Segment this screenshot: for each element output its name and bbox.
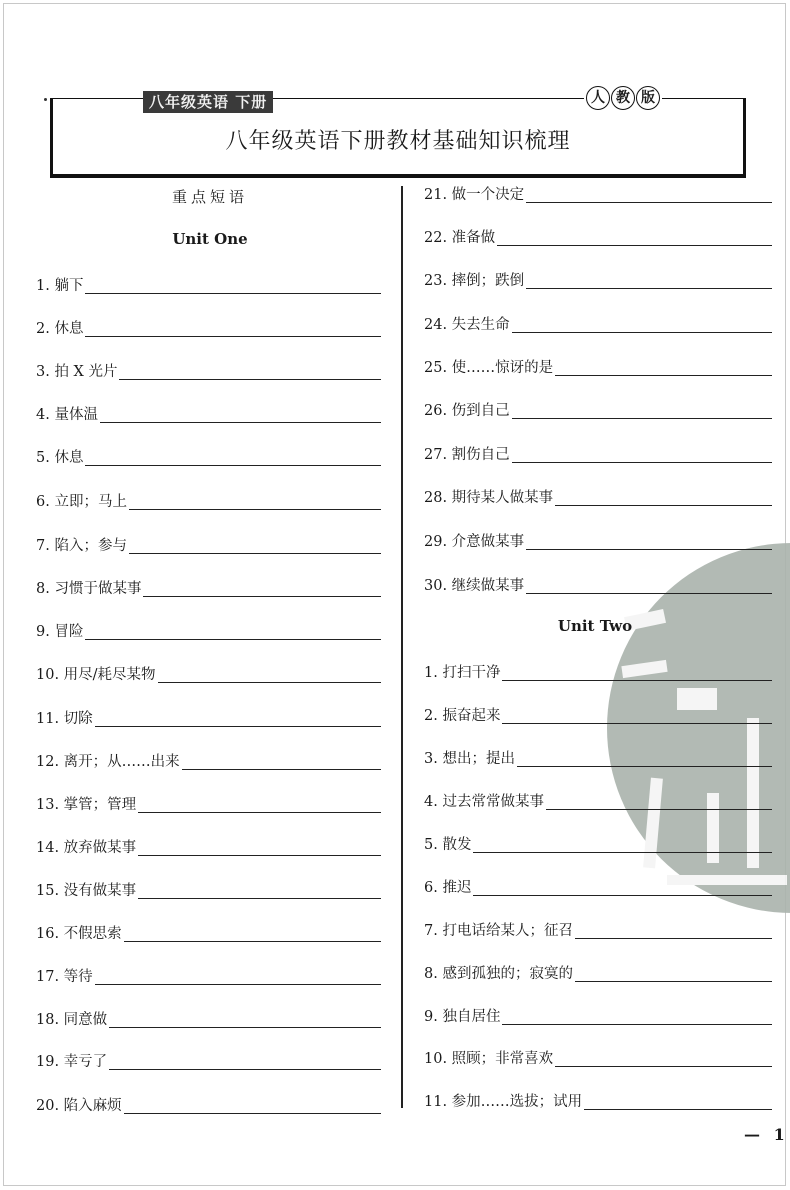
answer-line[interactable] [138, 855, 381, 856]
phrase-label: 16. 不假思索 [36, 926, 122, 942]
phrase-label: 3. 想出；提出 [424, 751, 515, 767]
phrase-label: 10. 用尽/耗尽某物 [36, 667, 156, 683]
answer-line[interactable] [129, 553, 381, 554]
answer-line[interactable] [502, 680, 772, 681]
phrase-entry [36, 1006, 381, 1030]
phrase-entry [424, 1088, 772, 1112]
section-title: 重点短语 [171, 188, 248, 206]
phrase-entry [36, 661, 381, 685]
answer-line[interactable] [119, 379, 381, 380]
answer-line[interactable] [473, 895, 772, 896]
answer-line[interactable] [143, 596, 381, 597]
phrase-entry [424, 528, 772, 552]
phrase-label: 3. 拍 X 光片 [36, 364, 118, 380]
phrase-entry [36, 791, 381, 815]
phrase-label: 9. 独自居住 [424, 1009, 501, 1025]
phrase-entry [424, 572, 772, 596]
phrase-entry [424, 181, 772, 205]
phrase-label: 26. 伤到自己 [424, 403, 510, 419]
answer-line[interactable] [158, 682, 381, 683]
phrase-entry [424, 788, 772, 812]
answer-line[interactable] [517, 766, 772, 767]
phrase-entry [424, 831, 772, 855]
phrase-label: 13. 掌管；管理 [36, 797, 137, 813]
unit-one-title: Unit One [172, 230, 248, 248]
phrase-label: 2. 休息 [36, 321, 84, 337]
phrase-entry [36, 532, 381, 556]
phrase-entry [424, 1045, 772, 1069]
phrase-entry [424, 659, 772, 683]
phrase-label: 29. 介意做某事 [424, 534, 525, 550]
phrase-entry [36, 444, 381, 468]
phrase-entry [36, 1048, 381, 1072]
phrase-entry [424, 874, 772, 898]
answer-line[interactable] [555, 1066, 772, 1067]
phrase-label: 12. 离开；从……出来 [36, 754, 180, 770]
phrase-label: 8. 习惯于做某事 [36, 581, 142, 597]
answer-line[interactable] [95, 984, 381, 985]
phrase-entry [36, 920, 381, 944]
answer-line[interactable] [512, 332, 772, 333]
answer-line[interactable] [138, 898, 381, 899]
phrase-entry [36, 488, 381, 512]
phrase-label: 22. 准备做 [424, 230, 496, 246]
phrase-label: 5. 散发 [424, 837, 472, 853]
answer-line[interactable] [502, 1024, 772, 1025]
answer-line[interactable] [555, 375, 772, 376]
phrase-entry [424, 917, 772, 941]
answer-line[interactable] [512, 462, 772, 463]
phrase-entry [424, 311, 772, 335]
phrase-entry [424, 745, 772, 769]
answer-line[interactable] [124, 1113, 381, 1114]
phrase-label: 7. 打电话给某人；征召 [424, 923, 573, 939]
phrase-entry [424, 960, 772, 984]
answer-line[interactable] [575, 981, 772, 982]
phrase-label: 21. 做一个决定 [424, 187, 525, 203]
answer-line[interactable] [85, 293, 381, 294]
answer-line[interactable] [138, 812, 381, 813]
phrase-entry [36, 358, 381, 382]
answer-line[interactable] [526, 288, 772, 289]
phrase-entry [36, 272, 381, 296]
phrase-entry [424, 702, 772, 726]
answer-line[interactable] [124, 941, 381, 942]
phrase-entry [36, 877, 381, 901]
answer-line[interactable] [526, 549, 772, 550]
phrase-entry [36, 834, 381, 858]
phrase-label: 9. 冒险 [36, 624, 84, 640]
phrase-label: 15. 没有做某事 [36, 883, 137, 899]
answer-line[interactable] [555, 505, 772, 506]
phrase-label: 8. 感到孤独的；寂寞的 [424, 966, 573, 982]
phrase-entry [36, 748, 381, 772]
edition-char: 版 [636, 86, 660, 110]
phrase-label: 1. 打扫干净 [424, 665, 501, 681]
phrase-label: 2. 振奋起来 [424, 708, 501, 724]
phrase-entry [36, 618, 381, 642]
phrase-label: 27. 割伤自己 [424, 447, 510, 463]
unit-two-title: Unit Two [557, 617, 633, 635]
phrase-entry [424, 354, 772, 378]
answer-line[interactable] [584, 1109, 772, 1110]
answer-line[interactable] [502, 723, 772, 724]
phrase-label: 1. 躺下 [36, 278, 84, 294]
phrase-label: 4. 过去常常做某事 [424, 794, 544, 810]
phrase-label: 17. 等待 [36, 969, 93, 985]
answer-line[interactable] [109, 1069, 381, 1070]
phrase-label: 18. 同意做 [36, 1012, 108, 1028]
answer-line[interactable] [85, 336, 381, 337]
answer-line[interactable] [182, 769, 381, 770]
phrase-label: 6. 推迟 [424, 880, 472, 896]
phrase-entry [424, 267, 772, 291]
phrase-entry [36, 1092, 381, 1116]
phrase-label: 14. 放弃做某事 [36, 840, 137, 856]
answer-line[interactable] [497, 245, 772, 246]
phrase-entry [36, 315, 381, 339]
answer-line[interactable] [473, 852, 772, 853]
phrase-entry [424, 441, 772, 465]
phrase-entry [36, 575, 381, 599]
phrase-entry [36, 401, 381, 425]
phrase-entry [424, 484, 772, 508]
phrase-entry [424, 1003, 772, 1027]
edition-char: 人 [586, 86, 610, 110]
answer-line[interactable] [526, 202, 772, 203]
phrase-label: 11. 切除 [36, 711, 93, 727]
phrase-label: 20. 陷入麻烦 [36, 1098, 122, 1114]
phrase-label: 11. 参加……选拔；试用 [424, 1094, 583, 1110]
answer-line[interactable] [512, 418, 772, 419]
answer-line[interactable] [85, 639, 381, 640]
answer-line[interactable] [575, 938, 772, 939]
phrase-entry [36, 963, 381, 987]
phrase-label: 23. 摔倒；跌倒 [424, 273, 525, 289]
header-edition-badge [584, 86, 662, 112]
page-title: 八年级英语下册教材基础知识梳理 [225, 129, 571, 154]
answer-line[interactable] [109, 1027, 381, 1028]
answer-line[interactable] [129, 509, 381, 510]
edition-char: 教 [611, 86, 635, 110]
phrase-label: 4. 量体温 [36, 407, 98, 423]
header-dot [44, 98, 47, 101]
answer-line[interactable] [85, 465, 381, 466]
column-divider [401, 186, 403, 1108]
phrase-label: 6. 立即；马上 [36, 494, 127, 510]
answer-line[interactable] [546, 809, 772, 810]
phrase-label: 19. 幸亏了 [36, 1054, 108, 1070]
phrase-label: 25. 使……惊讶的是 [424, 360, 554, 376]
answer-line[interactable] [526, 593, 772, 594]
phrase-label: 10. 照顾；非常喜欢 [424, 1051, 554, 1067]
page-number: — 1 [744, 1125, 789, 1144]
answer-line[interactable] [95, 726, 381, 727]
header-grade-tag: 八年级英语 下册 [143, 91, 273, 113]
phrase-label: 28. 期待某人做某事 [424, 490, 554, 506]
phrase-label: 7. 陷入；参与 [36, 538, 127, 554]
phrase-entry [424, 224, 772, 248]
answer-line[interactable] [100, 422, 381, 423]
phrase-entry [36, 705, 381, 729]
phrase-entry [424, 397, 772, 421]
phrase-label: 5. 休息 [36, 450, 84, 466]
phrase-label: 30. 继续做某事 [424, 578, 525, 594]
phrase-label: 24. 失去生命 [424, 317, 510, 333]
